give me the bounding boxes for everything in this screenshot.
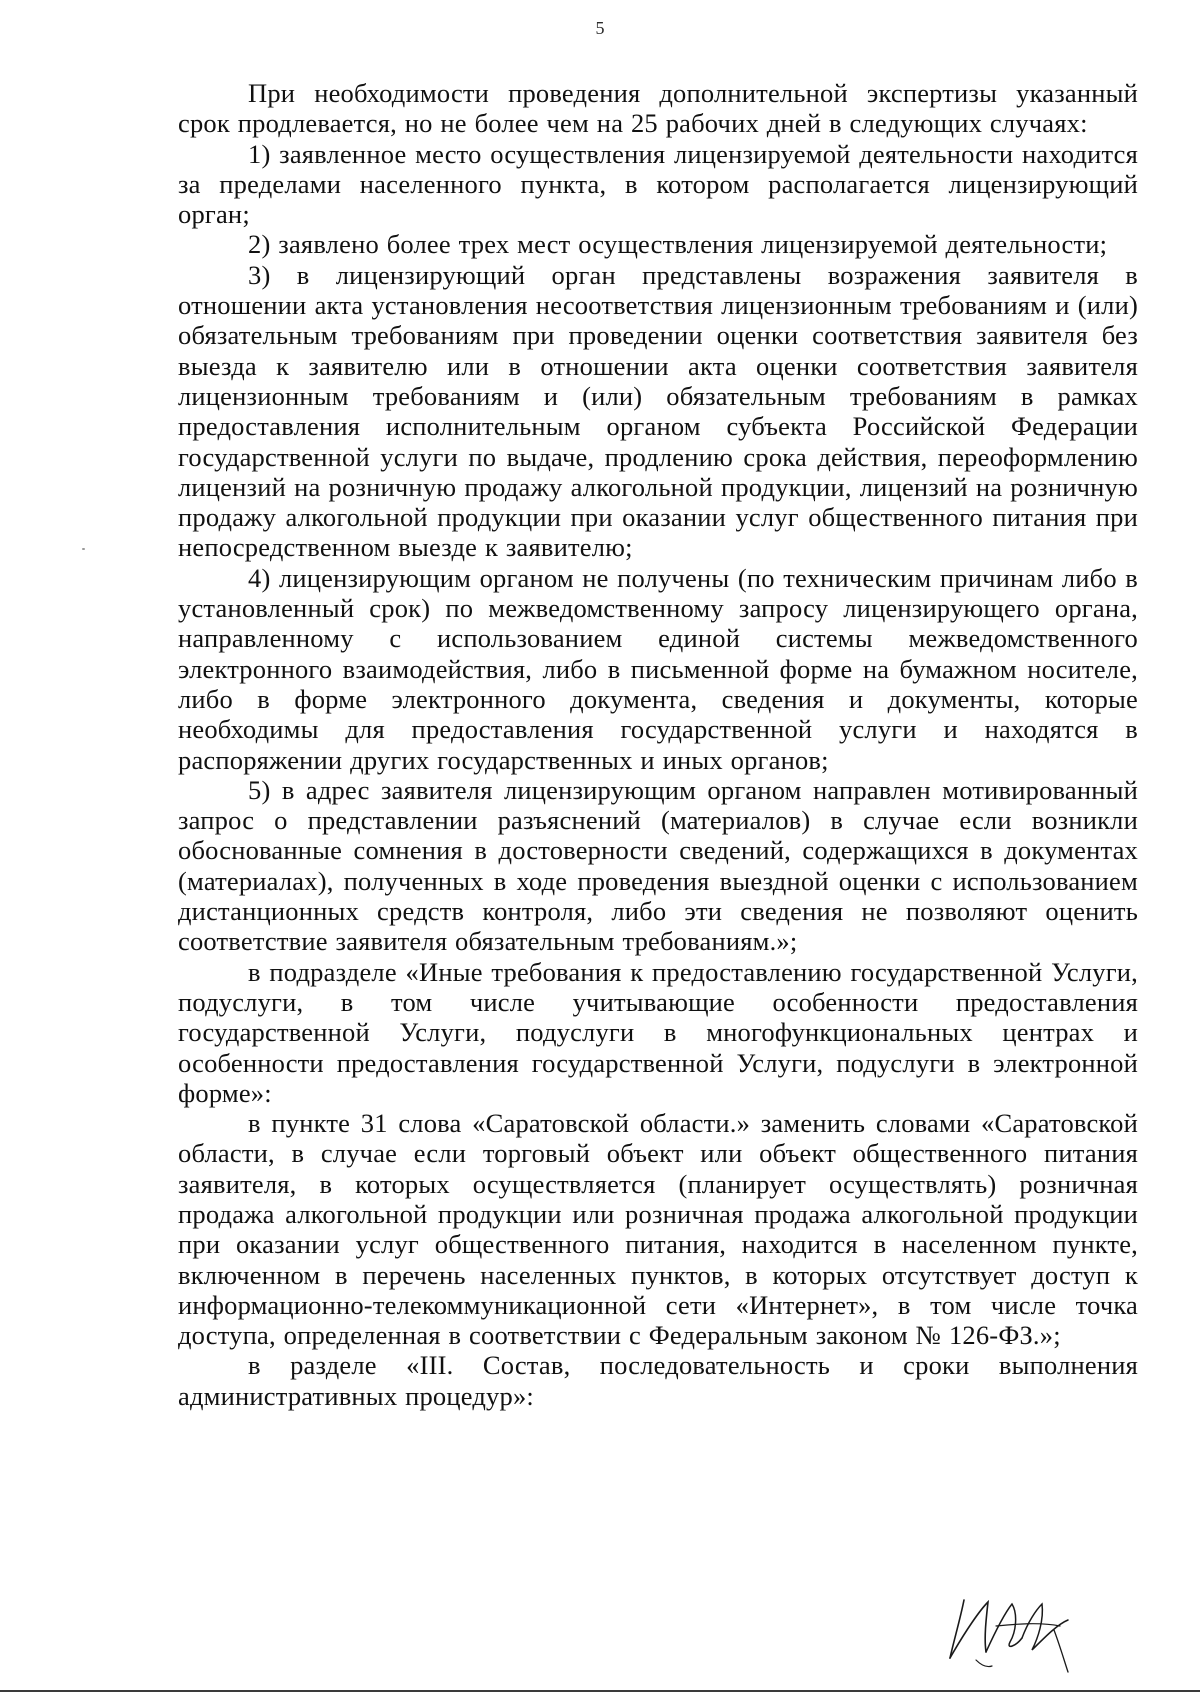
paragraph-case-2: 2) заявлено более трех мест осуществления лицензируемой деятельности; xyxy=(248,229,1108,260)
paragraph-case-3: 3) в лицензирующий орган представлены возражения заявителя в отношении акта установления несоответствия лицензионным требованиям и (или) обязательным требованиям при проведении оценки соответствия заявителя без выезда к заявителю или в отношении акта оценки соответствия заявителя лицензионным требованиям и (или) обязательным требованиям в рамках предоставления исполнительным органом субъекта Российской Федерации государственной услуги по выдаче, продлению срока действия, переоформлению лицензий на розничную продажу алкогольной продукции, лицензий на розничную продажу алкогольной продукции при оказании услуг общественного питания при непосредственном выезде к заявителю; xyxy=(178,259,1138,563)
paragraph-point-31: в пункте 31 слова «Саратовской области.» заменить словами «Саратовской области, в случае если торговый объект или объект общественного питания заявителя, в которых осуществляется (планирует осуществлять) розничная продажа алкогольной продукции или розничная продажа алкогольной продукции при оказании услуг общественного питания, находится в населенном пункте, включенном в перечень населенных пунктов, в которых отсутствует доступ к информационно-телекоммуникационной сети «Интернет», в том числе точка доступа, определенная в соответствии с Федеральным законом № 126-ФЗ.»; xyxy=(178,1108,1138,1351)
scan-artifact xyxy=(82,548,85,550)
handwritten-signature xyxy=(936,1580,1086,1680)
paragraph-section-iii: в разделе «III. Состав, последовательность и сроки выполнения административных процедур»: xyxy=(178,1350,1138,1411)
paragraph-case-5: 5) в адрес заявителя лицензирующим органом направлен мотивированный запрос о представлении разъяснений (материалов) в случае если возникли обоснованные сомнения в достоверности сведений, содержащихся в документах (материалах), полученных в ходе проведения выездной оценки с использованием дистанционных средств контроля, либо эти сведения не позволяют оценить соответствие заявителя обязательным требованиям.»; xyxy=(178,774,1138,957)
bottom-scan-edge xyxy=(0,1690,1200,1692)
page-number: 5 xyxy=(595,18,605,38)
document-body xyxy=(178,78,1138,1411)
paragraph-case-4: 4) лицензирующим органом не получены (по техническим причинам либо в установленный срок) по межведомственному запросу лицензирующего органа, направленному с использованием единой системы межведомственного электронного взаимодействия, либо в письменной форме на бумажном носителе, либо в форме электронного документа, сведения и документы, которые необходимы для предоставления государственной услуги и находятся в распоряжении других государственных и иных органов; xyxy=(178,562,1138,775)
paragraph-subsection-other-requirements: в подразделе «Иные требования к предоставлению государственной Услуги, подуслуги, в том числе учитывающие особенности предоставления государственной Услуги, подуслуги в многофункциональных центрах и особенности предоставления государственной Услуги, подуслуги в электронной форме»: xyxy=(178,956,1138,1108)
paragraph-case-1: 1) заявленное место осуществления лицензируемой деятельности находится за пределами населенного пункта, в котором располагается лицензирующий орган; xyxy=(178,138,1138,230)
paragraph-extension-intro: При необходимости проведения дополнительной экспертизы указанный срок продлевается, но не более чем на 25 рабочих дней в следующих случаях: xyxy=(178,78,1138,139)
